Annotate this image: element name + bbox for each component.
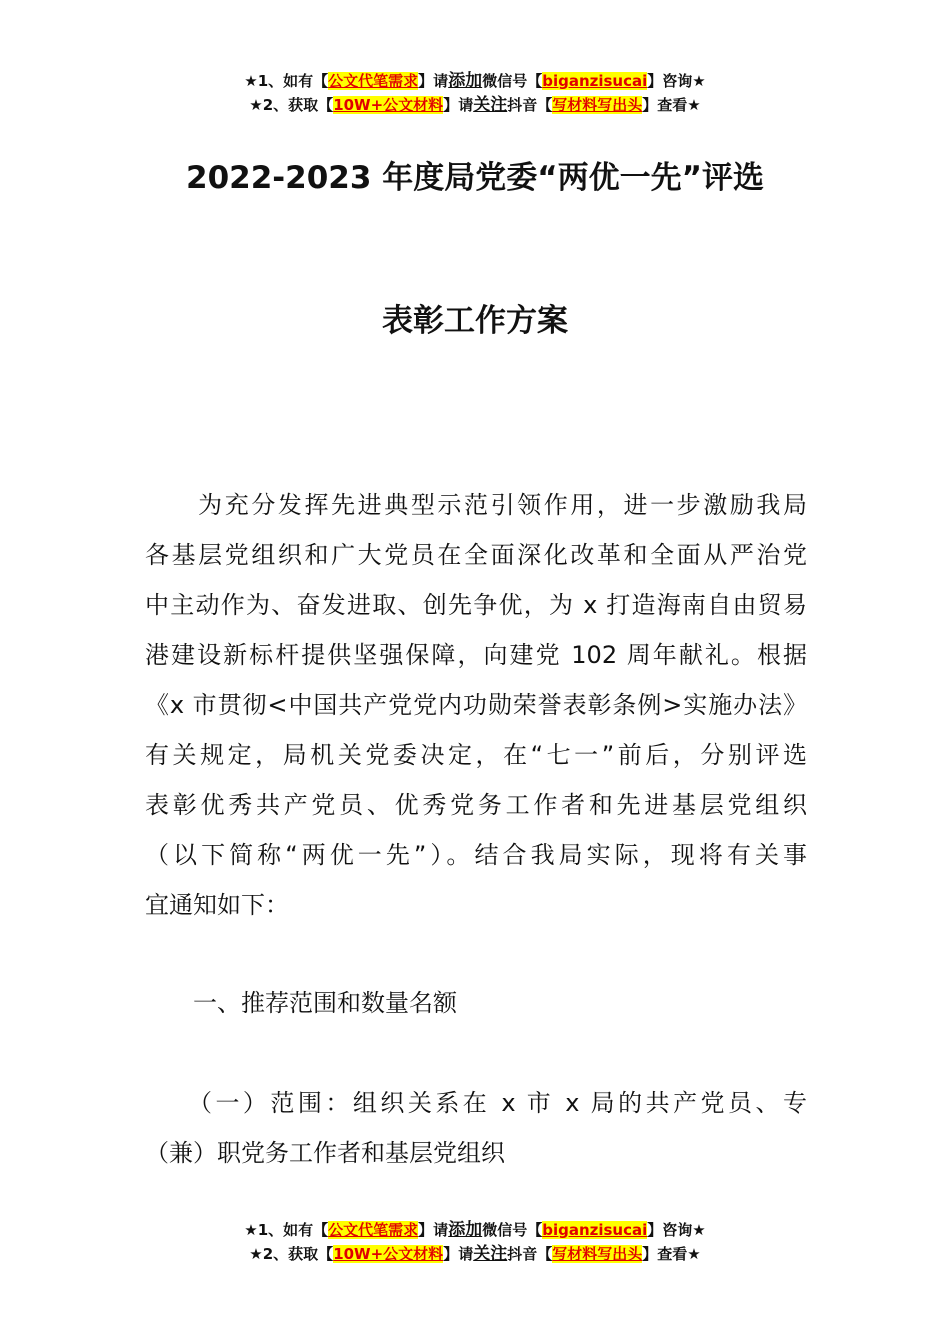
- ad-underline: 添加: [448, 71, 483, 91]
- ad-underline: 添加: [448, 1220, 483, 1240]
- title-line-1: 2022-2023 年度局党委“两优一先”评选: [186, 160, 764, 196]
- ad-text: 微信号【: [482, 72, 543, 90]
- ad-text: 】请: [443, 1245, 474, 1263]
- body-line: （一）范围：组织关系在 x 市 x 局的共产党员、专: [145, 1089, 807, 1117]
- ad-text: ★1、如有【: [244, 72, 329, 90]
- body-line: 《x 市贯彻<中国共产党党内功勋荣誉表彰条例>实施办法》: [145, 691, 807, 719]
- ad-line-2: [0, 1242, 950, 1266]
- ad-highlight: biganzisucai: [542, 72, 648, 90]
- scope-paragraph: [145, 1078, 807, 1178]
- body-line: 宜通知如下：: [145, 891, 289, 919]
- ad-text: 】请: [443, 96, 474, 114]
- ad-text: 抖音【: [507, 96, 553, 114]
- ad-highlight: 写材料写出头: [552, 1245, 643, 1263]
- ad-text: 】咨询★: [647, 1221, 706, 1239]
- ad-text: 】查看★: [642, 96, 701, 114]
- ad-highlight: biganzisucai: [542, 1221, 648, 1239]
- ad-text: ★1、如有【: [244, 1221, 329, 1239]
- body-line: 各基层党组织和广大党员在全面深化改革和全面从严治党: [145, 541, 807, 569]
- ad-text: 抖音【: [507, 1245, 553, 1263]
- ad-text: 】请: [418, 72, 449, 90]
- ad-text: 】请: [418, 1221, 449, 1239]
- body-line: （兼）职党务工作者和基层党组织: [145, 1139, 505, 1167]
- ad-banner-bottom: [0, 1218, 950, 1266]
- ad-underline: 关注: [473, 1244, 508, 1264]
- ad-underline: 关注: [473, 95, 508, 115]
- ad-text: 微信号【: [482, 1221, 543, 1239]
- ad-text: 】咨询★: [647, 72, 706, 90]
- section-heading: [145, 978, 807, 1028]
- ad-text: ★2、获取【: [249, 96, 334, 114]
- ad-banner-top: [0, 69, 950, 117]
- ad-line-1: [0, 69, 950, 93]
- ad-highlight: 公文代笔需求: [328, 1221, 419, 1239]
- section-1-heading: 一、推荐范围和数量名额: [145, 989, 457, 1017]
- ad-line-1: [0, 1218, 950, 1242]
- body-line: 港建设新标杆提供坚强保障，向建党 102 周年献礼。根据: [145, 641, 807, 669]
- ad-text: 】查看★: [642, 1245, 701, 1263]
- body-line: 表彰优秀共产党员、优秀党务工作者和先进基层党组织: [145, 791, 807, 819]
- ad-highlight: 10W+公文材料: [333, 1245, 444, 1263]
- ad-highlight: 10W+公文材料: [333, 96, 444, 114]
- body-line: 为充分发挥先进典型示范引领作用，进一步激励我局: [145, 491, 807, 519]
- ad-text: ★2、获取【: [249, 1245, 334, 1263]
- ad-line-2: [0, 93, 950, 117]
- title-line-2: 表彰工作方案: [382, 303, 568, 339]
- ad-highlight: 公文代笔需求: [328, 72, 419, 90]
- ad-highlight: 写材料写出头: [552, 96, 643, 114]
- body-line: （以下简称“两优一先”）。结合我局实际，现将有关事: [145, 841, 807, 869]
- body-line: 中主动作为、奋发进取、创先争优，为 x 打造海南自由贸易: [145, 591, 807, 619]
- intro-paragraph: [145, 480, 807, 930]
- body-line: 有关规定，局机关党委决定，在“七一”前后，分别评选: [145, 741, 807, 769]
